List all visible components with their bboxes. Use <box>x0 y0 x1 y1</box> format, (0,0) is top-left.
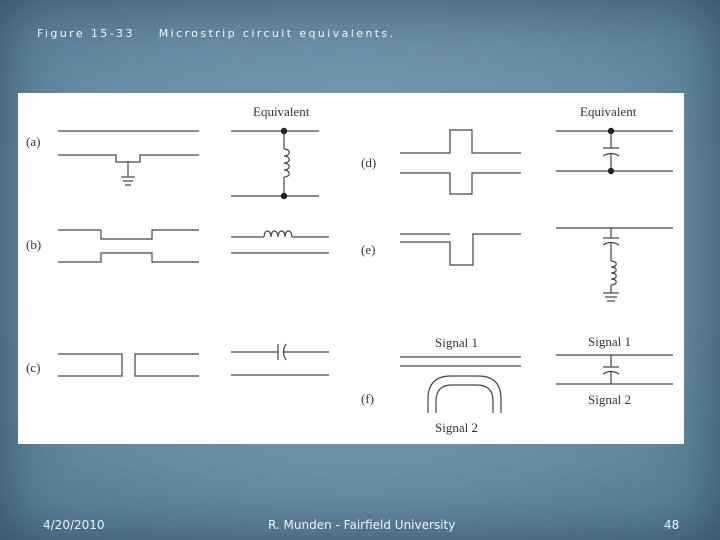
equivalent-b-series-inductor <box>231 231 329 253</box>
label-c: (c) <box>26 360 41 375</box>
figure-label: Figure 15-33 <box>37 27 135 40</box>
signal-2-label: Signal 2 <box>435 420 478 435</box>
label-f: (f) <box>361 391 374 406</box>
equivalent-e-lc-shunt <box>556 228 673 301</box>
figure-panel <box>18 93 684 444</box>
equivalent-c-series-capacitor <box>231 344 329 375</box>
diagram-e-open-end <box>400 234 521 265</box>
diagram-b-narrow-line <box>58 230 199 262</box>
diagram-a-stub <box>58 131 199 185</box>
equivalent-d-shunt-capacitor <box>556 131 673 171</box>
equivalent-heading-right: Equivalent <box>580 104 637 119</box>
slide-title <box>37 27 396 40</box>
label-e: (e) <box>361 242 376 257</box>
diagram-c-gap <box>58 354 199 376</box>
label-b: (b) <box>26 237 42 252</box>
signal-1-label: Signal 1 <box>435 335 478 350</box>
junction-dots <box>281 128 614 199</box>
signal-2-equivalent-label: Signal 2 <box>588 392 631 407</box>
diagram-d-wide-section <box>400 130 521 194</box>
figure-title: Microstrip circuit equivalents. <box>158 27 396 40</box>
label-d: (d) <box>361 155 377 170</box>
circuit-diagram <box>18 93 684 444</box>
equivalent-a-shunt-inductor <box>231 131 319 196</box>
page-number: 48 <box>664 518 680 532</box>
label-a: (a) <box>26 134 41 149</box>
footer-author: R. Munden - Fairfield University <box>268 518 456 532</box>
diagram-f-coupled-lines <box>400 357 521 413</box>
equivalent-f-coupling-capacitor <box>556 355 673 384</box>
signal-1-equivalent-label: Signal 1 <box>588 334 631 349</box>
footer-date: 4/20/2010 <box>43 518 105 532</box>
equivalent-heading-left: Equivalent <box>253 104 310 119</box>
